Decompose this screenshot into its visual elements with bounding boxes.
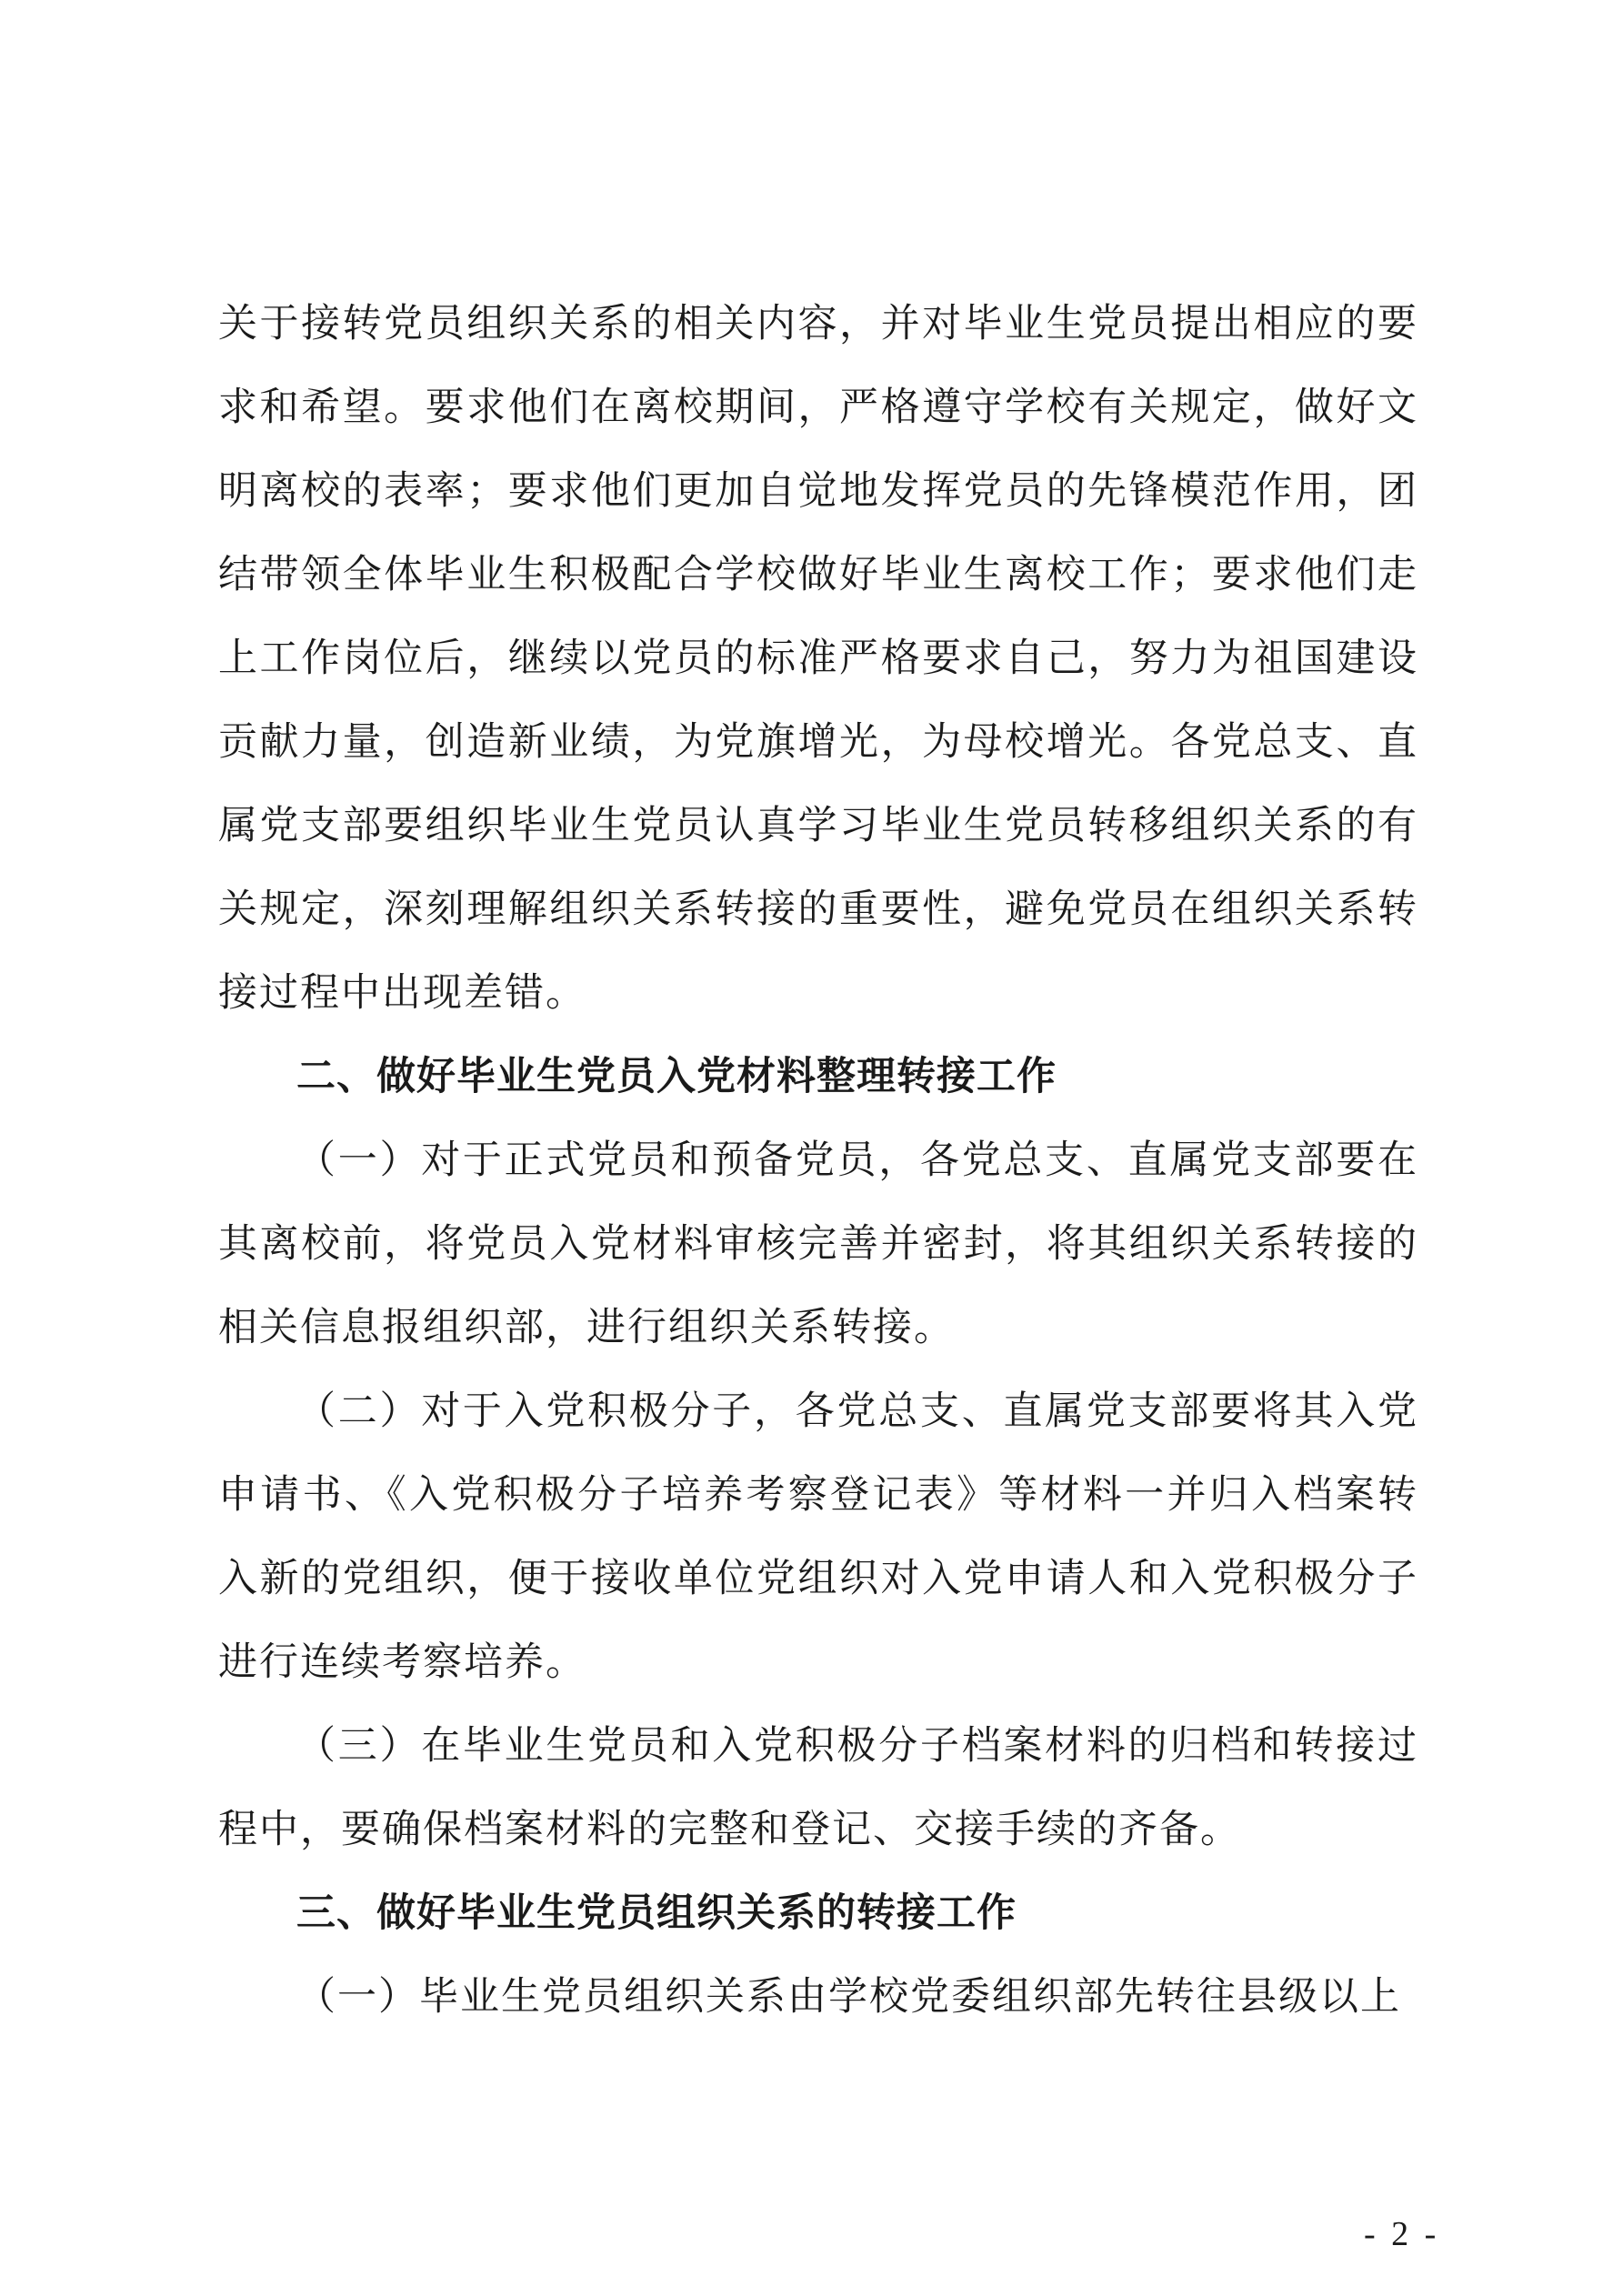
- text-line: 进行连续考察培养。: [218, 1639, 586, 1685]
- text-line: （一）毕业生党员组织关系由学校党委组织部先转往县级以上: [296, 1974, 1401, 2020]
- section-heading: [218, 1871, 1418, 1955]
- text-line: 申请书、《入党积极分子培养考察登记表》等材料一并归入档案转: [218, 1472, 1418, 1518]
- text-line: 上工作岗位后，继续以党员的标准严格要求自己，努力为祖国建设: [218, 636, 1418, 681]
- paragraph: [218, 1704, 1418, 1871]
- text-line: 贡献力量，创造新业绩，为党旗增光，为母校增光。各党总支、直: [218, 719, 1418, 765]
- text-line: 明离校的表率；要求他们更加自觉地发挥党员的先锋模范作用，团: [218, 468, 1418, 514]
- section-heading: [218, 1035, 1418, 1118]
- page-number: - 2 -: [1364, 2215, 1440, 2253]
- paragraph: [218, 1118, 1418, 1369]
- heading-text: 三、做好毕业生党员组织关系的转接工作: [296, 1890, 1017, 1936]
- text-line: （一）对于正式党员和预备党员，各党总支、直属党支部要在: [296, 1138, 1418, 1183]
- text-line: 入新的党组织，便于接收单位党组织对入党申请人和入党积极分子: [218, 1556, 1418, 1601]
- text-line: 属党支部要组织毕业生党员认真学习毕业生党员转移组织关系的有: [218, 803, 1418, 848]
- text-line: 关规定，深刻理解组织关系转接的重要性，避免党员在组织关系转: [218, 887, 1418, 932]
- heading-text: 二、做好毕业生党员入党材料整理转接工作: [296, 1054, 1057, 1099]
- paragraph: [218, 1369, 1418, 1704]
- text-line: 程中，要确保档案材料的完整和登记、交接手续的齐备。: [218, 1807, 1241, 1852]
- text-line: 其离校前，将党员入党材料审核完善并密封，将其组织关系转接的: [218, 1221, 1418, 1267]
- text-line: 接过程中出现差错。: [218, 970, 586, 1016]
- text-line: 相关信息报组织部，进行组织关系转接。: [218, 1305, 955, 1350]
- text-line: 求和希望。要求他们在离校期间，严格遵守学校有关规定，做好文: [218, 385, 1418, 430]
- document-body: [218, 282, 1418, 2039]
- paragraph: [218, 282, 1418, 1035]
- paragraph: [218, 1955, 1418, 2039]
- text-line: 结带领全体毕业生积极配合学校做好毕业生离校工作；要求他们走: [218, 552, 1418, 597]
- text-line: （二）对于入党积极分子，各党总支、直属党支部要将其入党: [296, 1389, 1418, 1434]
- text-line: （三）在毕业生党员和入党积极分子档案材料的归档和转接过: [296, 1723, 1418, 1769]
- text-line: 关于接转党员组织关系的相关内容，并对毕业生党员提出相应的要: [218, 301, 1418, 346]
